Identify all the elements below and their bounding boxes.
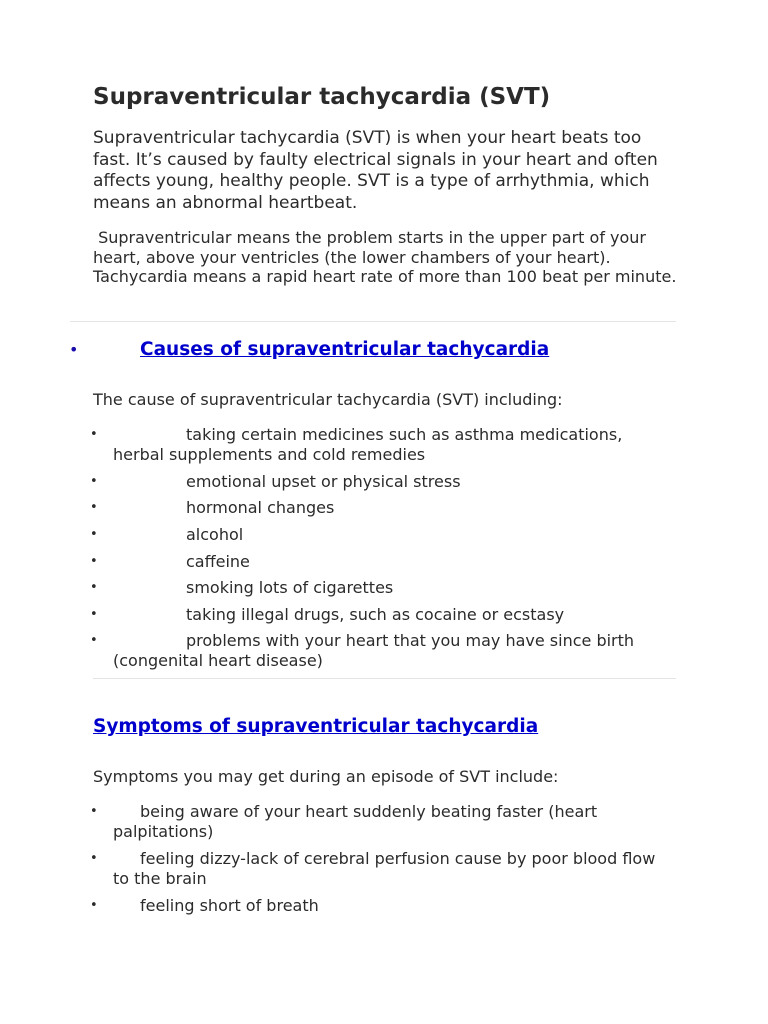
cause-text: alcohol bbox=[186, 525, 244, 544]
bullet-dot: • bbox=[90, 554, 98, 569]
bullet-dot: • bbox=[90, 633, 98, 648]
intro-paragraph: Supraventricular tachycardia (SVT) is when your heart beats too fast. It’s caused by faulty electrical signals in your heart and often affects young, healthy people. SVT is a type of arrhythmia, which means an abnormal heartbeat. bbox=[93, 128, 658, 213]
list-item bbox=[90, 552, 673, 572]
symptoms-lead-text: Symptoms you may get during an episode of SVT include: bbox=[93, 767, 559, 786]
list-item bbox=[90, 525, 673, 545]
definition-paragraph: Supraventricular means the problem starts in the upper part of your heart, above your ventricles (the lower chambers of your heart). Tachycardia means a rapid heart rate of more than 100 beat per minute. bbox=[93, 228, 677, 286]
bullet-dot: • bbox=[90, 580, 98, 595]
bullet-dot: • bbox=[90, 898, 98, 913]
section-divider bbox=[93, 678, 676, 679]
symptoms-heading-link[interactable]: Symptoms of supraventricular tachycardia bbox=[93, 716, 539, 737]
cause-text: emotional upset or physical stress bbox=[186, 472, 461, 491]
list-item bbox=[90, 498, 673, 518]
list-item bbox=[90, 472, 673, 492]
list-item bbox=[90, 578, 673, 598]
cause-text: problems with your heart that you may have since birth (congenital heart disease) bbox=[113, 631, 635, 670]
causes-heading-link[interactable]: Causes of supraventricular tachycardia bbox=[140, 339, 550, 360]
section-bullet: • bbox=[69, 340, 79, 359]
bullet-dot: • bbox=[90, 427, 98, 442]
cause-text: hormonal changes bbox=[186, 498, 335, 517]
bullet-dot: • bbox=[90, 474, 98, 489]
list-item bbox=[90, 605, 673, 625]
cause-text: taking illegal drugs, such as cocaine or ecstasy bbox=[186, 605, 565, 624]
symptom-text: being aware of your heart suddenly beating faster (heart palpitations) bbox=[113, 802, 598, 841]
bullet-dot: • bbox=[90, 804, 98, 819]
list-item bbox=[90, 425, 673, 465]
cause-text: taking certain medicines such as asthma medications, herbal supplements and cold remedies bbox=[113, 425, 623, 464]
bullet-dot: • bbox=[90, 607, 98, 622]
section-divider bbox=[70, 321, 676, 322]
symptom-text: feeling dizzy-lack of cerebral perfusion cause by poor blood flow to the brain bbox=[113, 849, 656, 888]
cause-text: smoking lots of cigarettes bbox=[186, 578, 394, 597]
list-item bbox=[90, 802, 673, 842]
cause-text: caffeine bbox=[186, 552, 250, 571]
list-item bbox=[90, 896, 673, 916]
bullet-dot: • bbox=[90, 851, 98, 866]
list-item bbox=[90, 849, 673, 889]
symptom-text: feeling short of breath bbox=[140, 896, 319, 915]
list-item bbox=[90, 631, 673, 671]
bullet-dot: • bbox=[90, 527, 98, 542]
bullet-dot: • bbox=[90, 500, 98, 515]
causes-lead-text: The cause of supraventricular tachycardia (SVT) including: bbox=[93, 390, 563, 409]
page-title: Supraventricular tachycardia (SVT) bbox=[93, 84, 551, 110]
